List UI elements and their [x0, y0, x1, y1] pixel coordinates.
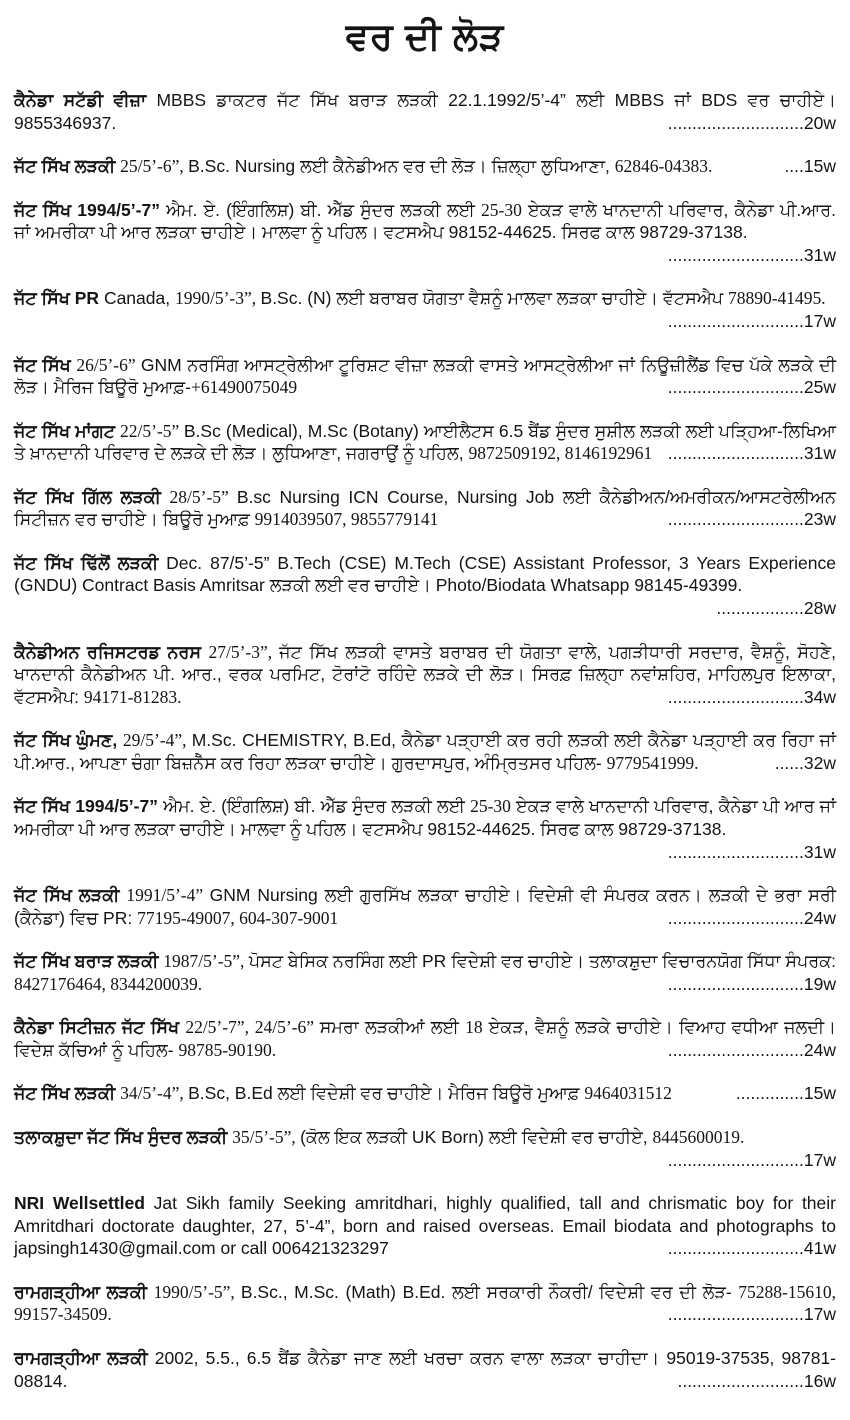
ad-body-segment: ਏਕੜ ਵਾਲੇ ਖਾਨਦਾਨੀ ਪਰਿਵਾਰ, ਕੈਨੇਡਾ ਪੀ.ਆਰ. ਜਾਂ ਅਮਰੀਕਾ ਪੀ ਆਰ ਲੜਕਾ ਚਾਹੀਏ। ਮਾਲਵਾ ਨੂੰ ਪਹਿਲ। ਵਟਸਐਪ 98152-44625. ਸਿਰਫ ਕਾਲ 98729-37138.	[14, 199, 836, 243]
ad-lead: ਜੱਟ ਸਿੱਖ ਗਿੱਲ ਲੜਕੀ	[14, 486, 170, 507]
ad-body-segment: (ਕੋਲ ਇਕ ਲੜਕੀ UK Born) ਲਈ ਵਿਦੇਸ਼ੀ ਵਰ ਚਾਹੀਏ,	[300, 1127, 653, 1147]
ad-lead: ਜੱਟ ਸਿੱਖ 1994/5’-7”	[14, 796, 164, 817]
classified-ad	[14, 354, 836, 399]
ad-lead: ਜੱਟ ਸਿੱਖ ਲੜਕੀ	[14, 885, 127, 906]
ad-body-segment: 25-30	[481, 199, 522, 220]
ad-body-segment: B.Sc., M.Sc. (Math) B.Ed. ਲਈ ਸਰਕਾਰੀ ਨੌਕਰੀ/ ਵਿਦੇਸ਼ੀ ਵਰ ਦੀ ਲੋੜ-	[240, 1281, 739, 1302]
ads-list	[14, 89, 836, 1392]
ad-body-segment: Canada,	[103, 288, 175, 309]
word-count: ............................20w	[667, 112, 836, 133]
ad-body-segment: 27/5’-3”,	[208, 641, 280, 662]
ad-lead: ਜੱਟ ਸਿੱਖ PR	[14, 288, 104, 309]
ad-lead: ਤਲਾਕਸ਼ੁਦਾ ਜੱਟ ਸਿੱਖ ਸੁੰਦਰ ਲੜਕੀ	[14, 1127, 233, 1147]
ad-body-segment: B.Sc. (N) ਲਈ ਬਰਾਬਰ ਯੋਗਤਾ ਵੈਸ਼ਨੂੰ ਮਾਲਵਾ ਲੜਕਾ ਚਾਹੀਏ। ਵੱਟਸਐਪ	[260, 288, 728, 309]
word-count: ............................17w	[667, 1149, 836, 1170]
classified-ad	[14, 420, 836, 465]
word-count: ............................25w	[667, 377, 836, 398]
word-count: ............................31w	[667, 841, 836, 862]
ad-lead: ਜੱਟ ਸਿੱਖ 1994/5’-7”	[14, 199, 167, 220]
word-count: ..........................16w	[677, 1370, 836, 1391]
ad-body-segment: 34/5’-4”,	[120, 1083, 189, 1104]
ad-body-segment: 9779541999.	[606, 752, 699, 773]
ad-body-segment: 62846-04383.	[614, 156, 713, 177]
ad-lead: ਕੈਨੇਡੀਅਨ ਰਜਿਸਟਰਡ ਨਰਸ	[14, 641, 209, 662]
ad-lead: ਜੱਟ ਸਿੱਖ ਬਰਾੜ ਲੜਕੀ	[14, 951, 164, 972]
ad-body-segment: GNM Nursing ਲਈ ਗੁਰਸਿੱਖ ਲੜਕਾ ਚਾਹੀਏ। ਵਿਦੇਸ਼ੀ ਵੀ ਸੰਪਰਕ ਕਰਨ। ਲੜਕੀ ਦੇ ਭਰਾ ਸਰੀ (ਕੈਨੇਡਾ) ਵਿਚ PR:	[14, 885, 836, 928]
ad-body-segment: ਸਮਰਾ ਲੜਕੀਆਂ ਲਈ	[319, 1017, 466, 1038]
ad-body-segment: B.Sc. Nursing ਲਈ ਕੈਨੇਡੀਅਨ ਵਰ ਦੀ ਲੋੜ। ਜ਼ਿਲ੍ਹਾ ਲੁਧਿਆਣਾ,	[188, 156, 615, 177]
ad-lead: ਰਾਮਗੜ੍ਹੀਆ ਲੜਕੀ	[14, 1281, 154, 1302]
word-count: ............................23w	[667, 509, 836, 530]
classified-ad	[14, 950, 836, 995]
word-count: ............................19w	[667, 973, 836, 994]
ad-text	[14, 200, 836, 243]
ad-text	[14, 1127, 744, 1147]
classified-ad	[14, 1281, 836, 1326]
ad-text	[14, 553, 836, 596]
ad-body-segment: ਐਮ. ਏ. (ਇੰਗਲਿਸ਼) ਬੀ. ਐੱਡ ਸੁੰਦਰ ਲੜਕੀ ਲਈ	[166, 199, 482, 220]
ad-body-segment: 2002, 5.5., 6.5 ਬੈਂਡ ਕੈਨੇਡਾ ਜਾਣ ਲਈ ਖਰਚਾ ਕਰਨ ਵਾਲਾ ਲੜਕਾ ਚਾਹੀਦਾ। 95019-37535, 98781-08814.	[14, 1347, 837, 1391]
ad-text	[14, 730, 836, 773]
classified-ad	[14, 552, 836, 620]
classified-ad	[14, 89, 836, 134]
ad-body-segment: B.Sc, B.Ed ਲਈ ਵਿਦੇਸ਼ੀ ਵਰ ਚਾਹੀਏ। ਮੈਰਿਜ ਬਿਊਰੋ ਮੁਆਫ਼	[188, 1083, 585, 1104]
ad-body-segment: 9464031512	[584, 1083, 672, 1104]
word-count: ..............15w	[735, 1083, 836, 1104]
ad-body-segment: 35/5’-5”,	[232, 1127, 301, 1147]
classified-ad	[14, 1347, 836, 1392]
ad-body-segment: 1987/5’-5”,	[163, 951, 249, 972]
ad-body-segment: 77195-49007, 604-307-9001	[137, 907, 339, 928]
ad-lead: ਰਾਮਗੜ੍ਹੀਆ ਲੜਕੀ	[14, 1347, 155, 1368]
ad-body-segment: 75288-15610, 99157-34509.	[14, 1281, 836, 1325]
ad-lead: NRI Wellsettled	[14, 1193, 154, 1214]
word-count: ....15w	[784, 156, 836, 177]
ad-body-segment: Dec. 87/5’-5” B.Tech (CSE) M.Tech (CSE) Assistant Professor, 3 Years Experience (GNDU) Contract Basis Amritsar ਲੜਕੀ ਲਈ ਵਰ ਚਾਹੀਏ। Photo/Biodata Whatsapp 98145-49399.	[14, 552, 836, 596]
ad-body-segment: ਐਮ. ਏ. (ਇੰਗਲਿਸ਼) ਬੀ. ਐੱਡ ਸੁੰਦਰ ਲੜਕੀ ਲਈ	[163, 796, 471, 817]
ad-body-segment: 1991/5’-4”	[126, 885, 210, 906]
ad-body-segment: 28/5’-5”	[169, 486, 237, 507]
classified-ad	[14, 641, 836, 709]
ad-lead: ਜੱਟ ਸਿੱਖ ਮਾਂਗਟ	[14, 420, 121, 441]
classified-ad	[14, 1192, 836, 1260]
ad-body-segment: ਏਕੜ, ਵੈਸ਼ਨੂੰ ਲੜਕੇ ਚਾਹੀਏ। ਵਿਆਹ ਵਧੀਆ ਜਲਦੀ। ਵਿਦੇਸ਼ ਕੱਚਿਆਂ ਨੂੰ ਪਹਿਲ-	[14, 1017, 836, 1060]
word-count: ............................24w	[667, 907, 836, 928]
ad-body-segment: 9914039507, 9855779141	[254, 509, 439, 530]
ad-text	[14, 1083, 672, 1103]
classified-ad	[14, 729, 836, 774]
ad-text	[14, 288, 826, 308]
ad-body-segment: 78890-41495.	[727, 288, 826, 309]
classified-ad	[14, 287, 836, 332]
page-title: ਵਰ ਦੀ ਲੋੜ	[345, 16, 505, 57]
classified-ad	[14, 1082, 836, 1105]
ad-body-segment: 8445600019.	[652, 1127, 745, 1147]
ad-body-segment: 25/5’-6”,	[120, 156, 189, 177]
ad-body-segment: M.Sc. CHEMISTRY, B.Ed, ਕੈਨੇਡਾ ਪੜ੍ਹਾਈ ਕਰ ਰਹੀ ਲੜਕੀ ਲਈ ਕੈਨੇਡਾ ਪੜ੍ਹਾਈ ਕਰ ਰਿਹਾ ਜਾਂ ਪੀ.ਆਰ., ਆਪਣਾ ਚੰਗਾ ਬਿਜ਼ਨੈੱਸ ਕਰ ਰਿਹਾ ਲੜਕਾ ਚਾਹੀਏ। ਗੁਰਦਾਸਪੁਰ, ਅੰਮ੍ਰਿਤਸਰ ਪਹਿਲ-	[14, 730, 836, 773]
classified-ad	[14, 884, 836, 929]
ad-body-segment: 25-30	[470, 796, 511, 817]
ad-body-segment: B.sc Nursing ICN Course, Nursing Job ਲਈ ਕੈਨੇਡੀਅਨ/ਅਮਰੀਕਨ/ਆਸਟਰੇਲੀਅਨ ਸਿਟੀਜ਼ਨ ਵਰ ਚਾਹੀਏ। ਬਿਊਰੋ ਮੁਆਫ਼	[14, 486, 836, 530]
ad-lead: ਜੱਟ ਸਿੱਖ	[14, 354, 77, 375]
word-count: ............................17w	[667, 1304, 836, 1325]
word-count: ............................31w	[667, 244, 836, 265]
ad-body-segment: ਜੱਟ ਸਿੱਖ ਲੜਕੀ ਵਾਸਤੇ ਬਰਾਬਰ ਦੀ ਯੋਗਤਾ ਵਾਲੇ, ਪਗੜੀਧਾਰੀ ਸਰਦਾਰ, ਵੈਸ਼ਨੂੰ, ਸੋਹਣੇ, ਖਾਨਦਾਨੀ ਕੈਨੇਡੀਅਨ ਪੀ. ਆਰ., ਵਰਕ ਪਰਮਿਟ, ਟੋਰਾਂਟੋ ਰਹਿੰਦੇ ਲੜਕੇ ਦੀ ਲੋੜ। ਸਿਰਫ਼ ਜ਼ਿਲ੍ਹਾ ਨਵਾਂਸ਼ਹਿਰ, ਮਾਹਿਲਪੁਰ ਇਲਾਕਾ, ਵੱਟਸਐਪ:	[14, 641, 836, 707]
ad-body-segment: 98785-90190.	[178, 1039, 277, 1060]
ad-lead: ਜੱਟ ਸਿੱਖ ਢਿੱਲੋਂ ਲੜਕੀ	[14, 552, 167, 573]
ad-body-segment: 1990/5’-3”,	[174, 288, 261, 309]
ad-body-segment: 22/5’-5”	[120, 420, 184, 441]
classified-ad	[14, 155, 836, 178]
word-count: ............................31w	[667, 443, 836, 464]
ad-text	[14, 796, 836, 839]
ad-body-segment: 8427176464, 8344200039.	[14, 973, 203, 994]
word-count: ............................24w	[667, 1039, 836, 1060]
word-count: ..................28w	[716, 598, 836, 618]
ad-lead: ਕੈਨੇਡਾ ਸਿਟੀਜ਼ਨ ਜੱਟ ਸਿੱਖ	[14, 1017, 186, 1038]
ad-body-segment: 94171-81283.	[83, 686, 182, 707]
ad-body-segment: Jat Sikh family Seeking amritdhari, highly qualified, tall and chrismatic boy for their Amritdhari doctorate daughter, 27, 5’-4”, born and raised overseas. Email biodata and photographs to japsingh1430@gmail.com or call 006421323297	[14, 1193, 836, 1259]
ad-lead: ਜੱਟ ਸਿੱਖ ਘੁੰਮਣ,	[14, 730, 123, 751]
classified-ad	[14, 1016, 836, 1061]
classified-ad	[14, 199, 836, 267]
word-count: ............................17w	[667, 310, 836, 331]
ad-body-segment: 9872509192, 8146192961	[468, 443, 653, 464]
ad-body-segment: 29/5’-4”,	[122, 730, 192, 751]
classified-ad	[14, 486, 836, 531]
ad-body-segment: 1990/5’-5”,	[153, 1281, 241, 1302]
ad-lead: ਕੈਨੇਡਾ ਸਟੱਡੀ ਵੀਜ਼ਾ	[14, 90, 157, 110]
ad-body-segment: ਪੋਸਟ ਬੇਸਿਕ ਨਰਸਿੰਗ ਲਈ PR ਵਿਦੇਸ਼ੀ ਵਰ ਚਾਹੀਏ। ਤਲਾਕਸ਼ੁਦਾ ਵਿਚਾਰਨਯੋਗ ਸਿੱਧਾ ਸੰਪਰਕ:	[248, 951, 836, 972]
ad-body-segment: +61490075049	[191, 377, 298, 398]
ad-body-segment: ਏਕੜ ਵਾਲੇ ਖਾਨਦਾਨੀ ਪਰਿਵਾਰ, ਕੈਨੇਡਾ ਪੀ ਆਰ ਜਾਂ ਅਮਰੀਕਾ ਪੀ ਆਰ ਲੜਕਾ ਚਾਹੀਏ। ਮਾਲਵਾ ਨੂੰ ਪਹਿਲ। ਵਟਸਐਪ 98152-44625. ਸਿਰਫ ਕਾਲ 98729-37138.	[14, 796, 836, 839]
classified-ad	[14, 1126, 836, 1171]
ad-lead: ਜੱਟ ਸਿੱਖ ਲੜਕੀ	[14, 156, 121, 177]
ad-body-segment: GNM ਨਰਸਿੰਗ ਆਸਟ੍ਰੇਲੀਆ ਟੂਰਿਸ਼ਟ ਵੀਜ਼ਾ ਲੜਕੀ ਵਾਸਤੇ ਆਸਟ੍ਰੇਲੀਆ ਜਾਂ ਨਿਊਜ਼ੀਲੈਂਡ ਵਿਚ ਪੱਕੇ ਲੜਕੇ ਦੀ ਲੋੜ। ਮੈਰਿਜ ਬਿਊਰੋ ਮੁਆਫ਼-	[14, 354, 836, 398]
ad-body-segment: 26/5’-6”	[76, 354, 141, 375]
ad-body-segment: MBBS ਡਾਕਟਰ ਜੱਟ ਸਿੱਖ ਬਰਾੜ ਲੜਕੀ 22.1.1992/5’-4” ਲਈ MBBS ਜਾਂ BDS ਵਰ ਚਾਹੀਏ। 9855346937.	[14, 90, 836, 133]
ad-lead: ਜੱਟ ਸਿੱਖ ਲੜਕੀ	[14, 1083, 121, 1104]
ad-text	[14, 156, 712, 176]
ad-body-segment: 22/5’-7”, 24/5’-6”	[185, 1017, 320, 1038]
classified-ad	[14, 795, 836, 863]
word-count: ......32w	[774, 752, 836, 773]
ad-body-segment: B.Sc (Medical), M.Sc (Botany) ਆਈਲੈਟਸ 6.5 ਬੈਂਡ ਸੁੰਦਰ ਸੁਸ਼ੀਲ ਲੜਕੀ ਲਈ ਪੜ੍ਹਿਆ-ਲਿਖਿਆ ਤੇ ਖ਼ਾਨਦਾਨੀ ਪਰਿਵਾਰ ਦੇ ਲੜਕੇ ਦੀ ਲੋੜ। ਲੁਧਿਆਣਾ, ਜਗਰਾਉਂ ਨੂੰ ਪਹਿਲ,	[14, 420, 836, 464]
ad-body-segment: 18	[465, 1017, 483, 1038]
word-count: ............................41w	[667, 1238, 836, 1259]
word-count: ............................34w	[667, 686, 836, 707]
